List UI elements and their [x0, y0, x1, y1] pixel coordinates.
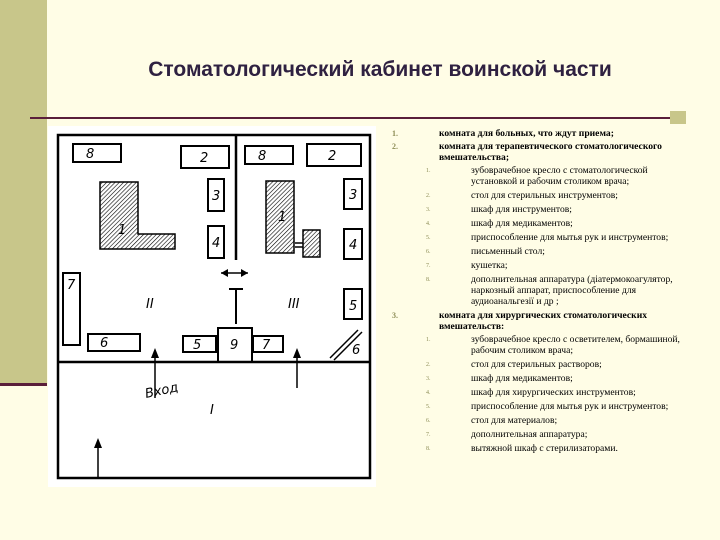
- legend-item-1-text: комната для больных, что ждут приема;: [439, 128, 614, 139]
- legend-subitem: [388, 246, 688, 257]
- label-box-9: 9: [230, 338, 239, 353]
- legend-subitem-text: стол для стерильных инструментов;: [471, 190, 618, 201]
- label-4-right: 4: [349, 238, 358, 253]
- label-room-III: III: [288, 297, 300, 312]
- item-8-left: [73, 144, 121, 162]
- label-1-left: 1: [118, 223, 127, 238]
- legend-subitem-num: 1.: [426, 168, 431, 174]
- legend-subitem-num: 1.: [426, 337, 431, 343]
- legend-subitem-num: 2.: [426, 193, 431, 199]
- legend-item-3-num: 3.: [392, 311, 398, 320]
- divider-end-box: [670, 111, 686, 124]
- legend-subitem-text: шкаф для медикаментов;: [471, 218, 573, 229]
- label-6-left: 6: [100, 336, 109, 351]
- legend-subitem: [388, 334, 688, 356]
- legend-subitem: [388, 165, 688, 187]
- legend-item-1: [388, 128, 688, 139]
- floor-plan-drawing: [48, 126, 376, 487]
- label-entrance: Вход: [143, 380, 180, 402]
- legend-subitem: [388, 373, 688, 384]
- legend-item-2-text: комната для терапевтического стоматологического вмешательства;: [439, 141, 662, 163]
- label-box-5: 5: [193, 338, 202, 353]
- legend-subitem: [388, 415, 688, 426]
- legend-subitem-num: 6.: [426, 418, 431, 424]
- legend-subitem-text: письменный стол;: [471, 246, 545, 257]
- door-arrow-right: [241, 269, 248, 277]
- label-room-II: II: [146, 297, 154, 312]
- legend-item-3-text: комната для хирургических стоматологических вмешательств:: [439, 310, 648, 332]
- legend-subitem-text: дополнительная аппаратура;: [471, 429, 588, 440]
- floor-plan: [48, 126, 376, 487]
- legend-item-2: [388, 141, 688, 163]
- legend-subitem-text: стол для стерильных растворов;: [471, 359, 602, 370]
- legend-subitem-text: шкаф для инструментов;: [471, 204, 572, 215]
- entry-arrow-left-head: [151, 348, 159, 358]
- legend-subitem-num: 5.: [426, 404, 431, 410]
- legend-subitem-num: 8.: [426, 446, 431, 452]
- legend-subitem: [388, 359, 688, 370]
- legend-subitem: [388, 204, 688, 215]
- legend-subitem-text: дополнительная аппаратура (діатермокоагулятор, наркозный аппарат, приспособление для аудиоанальгезії и др ;: [471, 274, 673, 307]
- label-2-right: 2: [328, 149, 337, 164]
- label-room-I: I: [210, 403, 214, 418]
- legend-subitem-text: приспособление для мытья рук и инструментов;: [471, 401, 669, 412]
- entry-arrow-bottom-head: [94, 438, 102, 448]
- legend-item-2-num: 2.: [392, 142, 398, 151]
- legend-subitem: [388, 232, 688, 243]
- legend-subitem-num: 7.: [426, 432, 431, 438]
- legend-subitem-num: 7.: [426, 263, 431, 269]
- legend-subitem: [388, 401, 688, 412]
- legend-subitem-text: шкаф для медикаментов;: [471, 373, 573, 384]
- label-box-7: 7: [262, 338, 271, 353]
- door-arrow-left: [221, 269, 228, 277]
- item-8-right: [245, 146, 293, 164]
- legend-subitem: [388, 190, 688, 201]
- legend-subitem: [388, 274, 688, 307]
- label-4-left: 4: [212, 236, 221, 251]
- label-7-left: 7: [67, 278, 76, 293]
- legend-subitem: [388, 260, 688, 271]
- label-1-right: 1: [278, 210, 287, 225]
- legend-subitem: [388, 387, 688, 398]
- legend-subitem-num: 2.: [426, 362, 431, 368]
- legend-subitem: [388, 218, 688, 229]
- legend-subitem-num: 4.: [426, 221, 431, 227]
- entry-arrow-right-head: [293, 348, 301, 358]
- legend-subitem-text: приспособление для мытья рук и инструментов;: [471, 232, 669, 243]
- item-6-left: [88, 334, 140, 351]
- legend-subitem-num: 3.: [426, 207, 431, 213]
- legend-subitem-text: шкаф для хирургических инструментов;: [471, 387, 636, 398]
- legend-subitem: [388, 429, 688, 440]
- label-3-right: 3: [349, 188, 358, 203]
- legend-subitem-text: вытяжной шкаф с стерилизаторами.: [471, 443, 618, 454]
- legend-item-1-num: 1.: [392, 129, 398, 138]
- label-2-left: 2: [200, 151, 209, 166]
- label-8-right: 8: [258, 149, 267, 164]
- legend-subitem-num: 4.: [426, 390, 431, 396]
- legend-subitem-text: стол для материалов;: [471, 415, 558, 426]
- label-6-right: 6: [352, 343, 361, 358]
- left-accent-bar: [0, 0, 47, 383]
- legend-item-3: [388, 310, 688, 332]
- left-accent-rule: [0, 383, 47, 386]
- chair-1-left: [100, 182, 175, 249]
- chair-1-right-stand: [303, 230, 320, 257]
- legend-subitem-text: зубоврачебное кресло с стоматологической установкой и рабочим столиком врача;: [471, 165, 648, 187]
- legend-subitem-text: кушетка;: [471, 260, 508, 271]
- legend-list: [388, 128, 688, 457]
- title-divider: [30, 117, 670, 119]
- legend-subitem-text: зубоврачебное кресло с осветителем, бормашиной, рабочим столиком врача;: [471, 334, 680, 356]
- legend-subitem-num: 3.: [426, 376, 431, 382]
- label-8-left: 8: [86, 147, 95, 162]
- legend-subitem-num: 5.: [426, 235, 431, 241]
- legend-subitem-num: 8.: [426, 277, 431, 283]
- legend-subitem: [388, 443, 688, 454]
- label-3-left: 3: [212, 189, 221, 204]
- label-5-right: 5: [349, 299, 358, 314]
- legend-subitem-num: 6.: [426, 249, 431, 255]
- slide-title: Стоматологический кабинет воинской части: [148, 58, 612, 81]
